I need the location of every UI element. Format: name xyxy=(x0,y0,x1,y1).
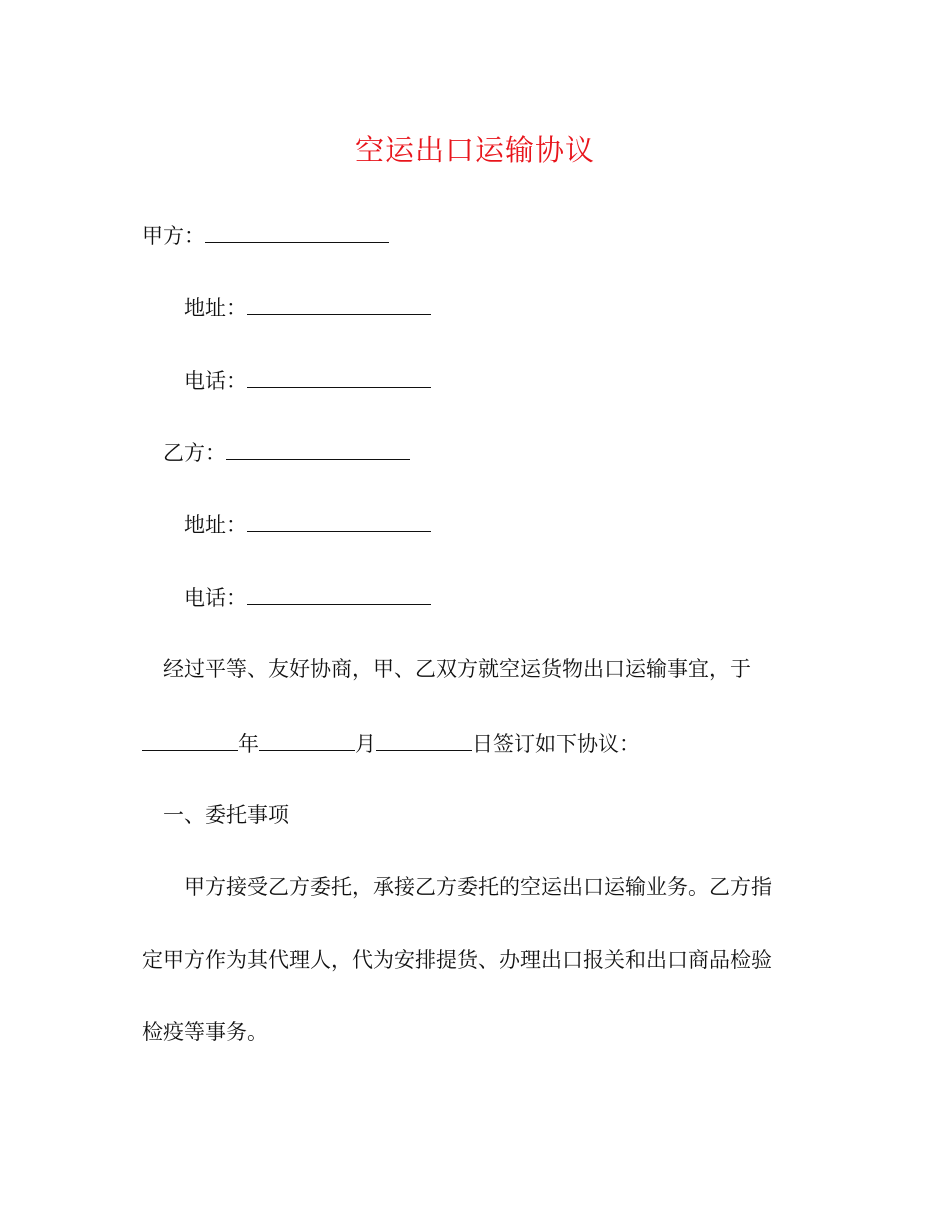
party-b-phone-label: 电话： xyxy=(184,586,247,610)
intro-paragraph-line1: 经过平等、友好协商，甲、乙双方就空运货物出口运输事宜，于 xyxy=(163,657,751,681)
party-b-address-line xyxy=(184,509,431,540)
section1-body-line3: 检疫等事务。 xyxy=(142,1020,268,1044)
year-label: 年 xyxy=(238,732,259,756)
party-a-address-line xyxy=(184,292,431,323)
section1-body-line2: 定甲方作为其代理人，代为安排提货、办理出口报关和出口商品检验 xyxy=(142,948,772,972)
section1-heading: 一、委托事项 xyxy=(163,803,289,827)
month-label: 月 xyxy=(355,732,376,756)
year-blank xyxy=(142,728,238,751)
party-b-address-blank xyxy=(247,509,431,532)
month-blank xyxy=(259,728,355,751)
section1-body-line1: 甲方接受乙方委托，承接乙方委托的空运出口运输业务。乙方指 xyxy=(184,875,772,899)
party-a-address-label: 地址： xyxy=(184,296,247,320)
party-a-phone-line xyxy=(184,365,431,396)
intro-date-line xyxy=(142,728,640,759)
party-b-phone-blank xyxy=(247,582,431,605)
party-a-name-blank xyxy=(205,220,389,243)
party-b-name-blank xyxy=(226,437,410,460)
party-b-phone-line xyxy=(184,582,431,613)
document-title: 空运出口运输协议 xyxy=(354,133,595,167)
party-b-label: 乙方： xyxy=(163,441,226,465)
day-sign-label: 日签订如下协议： xyxy=(472,732,640,756)
party-a-phone-label: 电话： xyxy=(184,369,247,393)
party-a-line xyxy=(142,220,389,251)
party-b-line xyxy=(163,437,410,468)
party-a-address-blank xyxy=(247,292,431,315)
day-blank xyxy=(376,728,472,751)
party-a-label: 甲方： xyxy=(142,224,205,248)
party-b-address-label: 地址： xyxy=(184,513,247,537)
party-a-phone-blank xyxy=(247,365,431,388)
